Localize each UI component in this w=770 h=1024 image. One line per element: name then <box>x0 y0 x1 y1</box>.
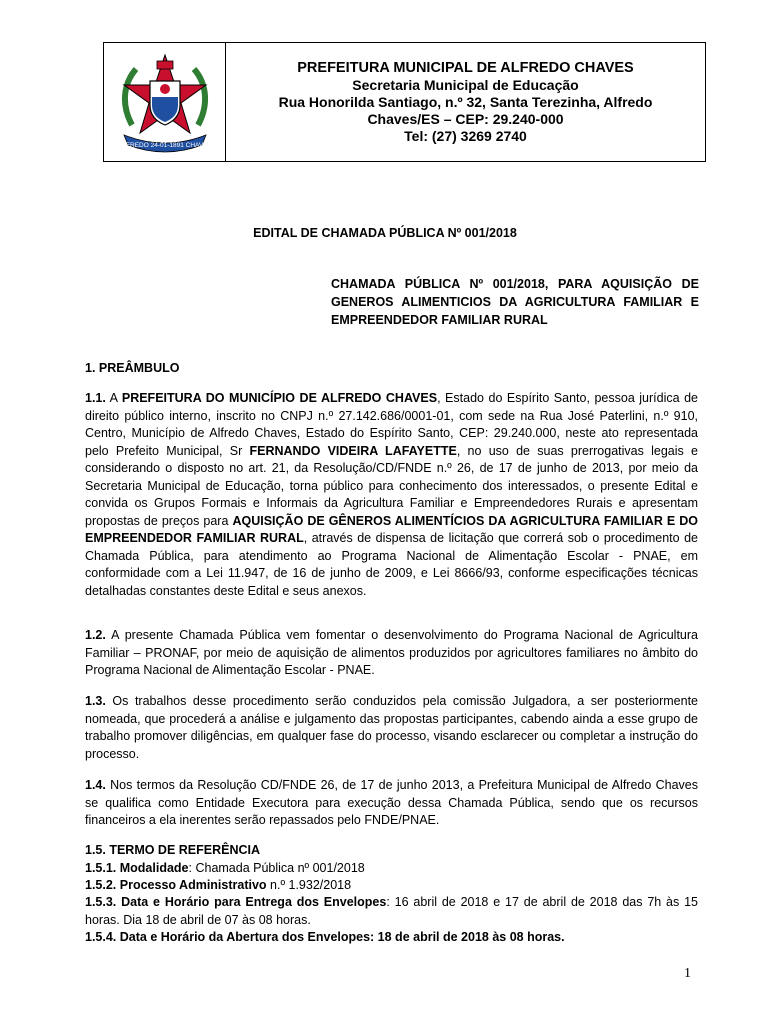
emphasis-text: AQUISIÇÃO DE GÊNEROS ALIMENTÍCIOS DA AGRICULTURA FAMILIAR E DO EMPREENDEDOR FAMILIAR RURAL <box>85 513 698 545</box>
emphasis-text: PREFEITURA DO MUNICÍPIO DE ALFREDO CHAVES <box>121 391 438 405</box>
paragraph-number: 1.1. <box>85 391 106 405</box>
secretaria-name: Secretaria Municipal de Educação <box>352 76 579 93</box>
logo-cell <box>104 43 226 161</box>
text-segment: Os trabalhos desse procedimento serão conduzidos pela comissão Julgadora, a ser posteriormente nomeada, que procederá a análise e julgamento das propostas participantes, cabendo ainda a esse grupo de trabalho promover diligências, em qualquer fase do processo, visando esclarecer ou completar a instrução do processo. <box>85 694 698 761</box>
paragraph-1-1 <box>85 390 698 600</box>
item-value: n.º 1.932/2018 <box>266 878 352 892</box>
paragraph-number: 1.2. <box>85 628 106 642</box>
edital-title: EDITAL DE CHAMADA PÚBLICA Nº 001/2018 <box>253 226 517 240</box>
text-segment: , no uso de suas prerrogativas legais e considerando o disposto no art. 21, da Resolução/CD/FNDE n.º 26, de 17 de junho de 2013, por meio da Secretaria Municipal de Educação, torna público para conhecimento dos interessados, o presente Edital e convida os Grupos Formais e Informais da Agricultura Familiar e Empreendedores Rurais e apresentam propostas de preços para <box>85 443 698 528</box>
emphasis-text: FERNANDO VIDEIRA LAFAYETTE <box>249 443 457 458</box>
letterhead <box>103 42 706 162</box>
text-segment: Nos termos da Resolução CD/FNDE 26, de 17 de junho 2013, a Prefeitura Municipal de Alfredo Chaves se qualifica como Entidade Executora para execução dessa Chamada Pública, sendo que os recursos financeiros a ela inerentes serão repassados pelo FNDE/PNAE. <box>85 778 698 827</box>
item-value: : 16 abril de 2018 e 17 de abril de 2018 das 7h às 15 horas. Dia 18 de abril de 07 às 08 horas. <box>85 895 698 927</box>
text-segment: , através de dispensa de licitação que correrá sob o procedimento de Chamada Pública, para atendimento ao Programa Nacional de Alimentação Escolar - PNAE, em conformidade com a Lei 11.947, de 16 de junho de 2009, e Lei 8666/93, conforme especificações técnicas detalhadas constantes deste Edital e seus anexos. <box>85 531 699 598</box>
text-segment: , Estado do Espírito Santo, pessoa jurídica de direito público interno, inscrito no CNPJ n.º 27.142.686/0001-01, com sede na Rua José Paterlini, n.º 910, Centro, Município de Alfredo Chaves, Estado do Espírito Santo, CEP: 29.240.000, neste ato representada pelo Prefeito Municipal, Sr <box>85 391 699 458</box>
paragraph-number: 1.3. <box>85 694 106 708</box>
text-segment: A presente Chamada Pública vem fomentar o desenvolvimento do Programa Nacional de Agricultura Familiar – PRONAF, por meio de aquisição de alimentos produzidos por agricultores familiares no âmbito do Programa Nacional de Alimentação Escolar - PNAE. <box>85 628 698 677</box>
letterhead-text <box>226 43 705 161</box>
paragraph-1-4 <box>85 777 698 830</box>
item-1-5-1 <box>85 860 698 878</box>
item-label: 1.5.2. Processo Administrativo <box>85 878 267 892</box>
paragraph-1-2 <box>85 627 698 680</box>
page-number: 1 <box>684 966 691 981</box>
coat-of-arms-logo <box>110 47 220 157</box>
logo-ribbon-text: ALFREDO 24-01-1891 CHAVES <box>117 142 212 149</box>
preamble-heading: 1. PREÂMBULO <box>85 361 180 375</box>
edital-subject: CHAMADA PÚBLICA Nº 001/2018, PARA AQUISIÇÃO DE GENEROS ALIMENTICIOS DA AGRICULTURA FAMILIAR E EMPREENDEDOR FAMILIAR RURAL <box>331 277 699 327</box>
item-value: : Chamada Pública nº 001/2018 <box>188 861 365 875</box>
address-line-1: Rua Honorilda Santiago, n.º 32, Santa Terezinha, Alfredo <box>278 93 653 110</box>
municipality-title: PREFEITURA MUNICIPAL DE ALFREDO CHAVES <box>297 59 634 76</box>
item-1-5-2 <box>85 877 698 895</box>
terms-heading: 1.5. TERMO DE REFERÊNCIA <box>85 843 261 857</box>
item-1-5-3 <box>85 894 698 929</box>
address-line-2: Chaves/ES – CEP: 29.240-000 <box>367 110 564 127</box>
item-label: 1.5.3. Data e Horário para Entrega dos Envelopes <box>85 895 387 909</box>
paragraph-1-3 <box>85 693 698 763</box>
item-label: 1.5.1. Modalidade <box>85 861 189 875</box>
phone-number: Tel: (27) 3269 2740 <box>404 127 527 144</box>
item-1-5-4: 1.5.4. Data e Horário da Abertura dos Envelopes: 18 de abril de 2018 às 08 horas. <box>85 930 565 944</box>
paragraph-number: 1.4. <box>85 778 106 792</box>
text-segment: A <box>105 391 122 405</box>
